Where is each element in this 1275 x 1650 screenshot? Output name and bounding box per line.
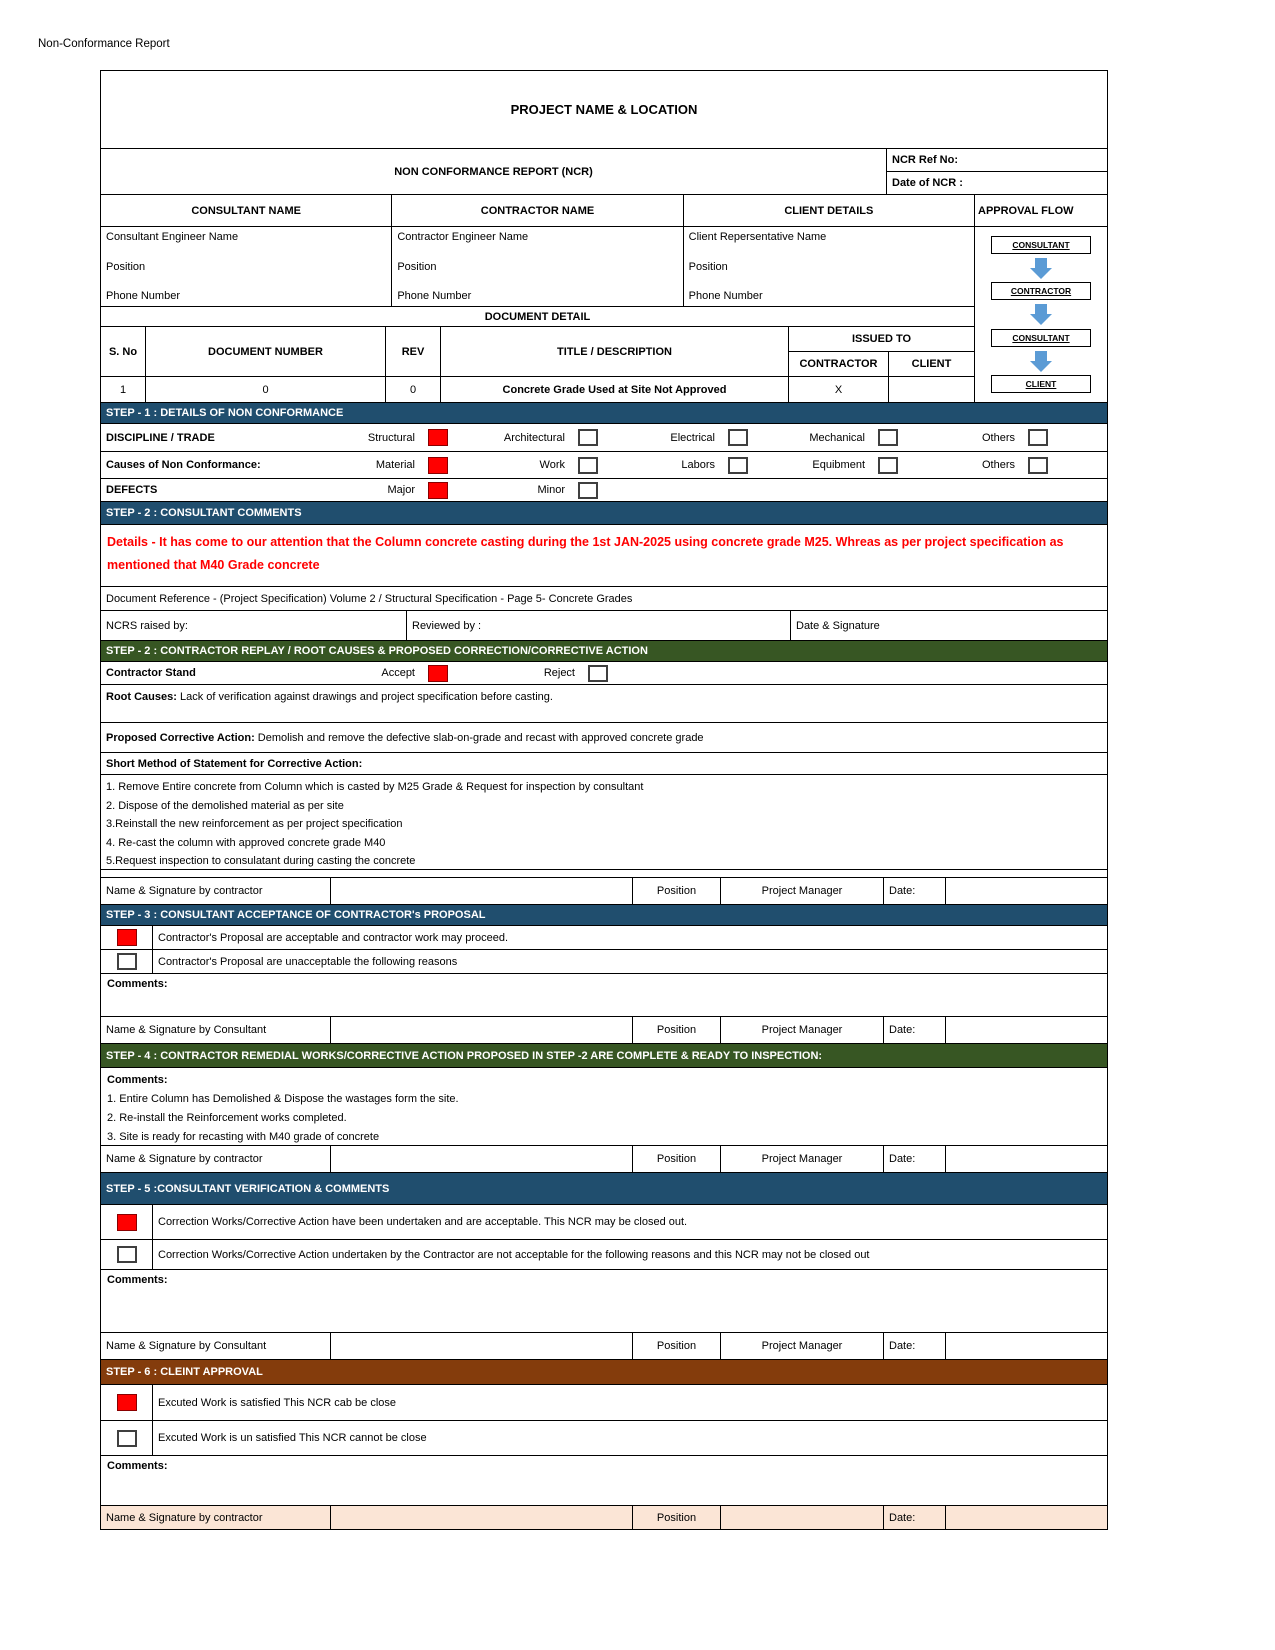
structural-checkbox[interactable] (428, 429, 448, 446)
root-causes-text: Lack of verification against drawings and project specification before casting. (179, 691, 553, 703)
step6-option-row-1 (101, 1385, 1107, 1421)
work-checkbox[interactable] (578, 457, 598, 474)
method-statement-block (101, 753, 1107, 870)
contractor-stand-label: Contractor Stand (106, 667, 196, 679)
signature-field[interactable] (331, 1017, 633, 1043)
work-unsatisfied-checkbox[interactable] (117, 1430, 137, 1447)
col-rev: REV (386, 327, 441, 376)
col-issued-to-group (789, 327, 974, 376)
step1-banner: STEP - 1 : DETAILS OF NON CONFORMANCE (101, 403, 1107, 424)
works-acceptable-label: Correction Works/Corrective Action have been undertaken and are acceptable. This NCR may be closed out. (158, 1216, 688, 1228)
step5-comments-area[interactable]: Comments: (107, 1274, 168, 1286)
step3-option-row-2 (101, 950, 1107, 974)
parties-detail-row (101, 227, 974, 307)
report-title-row (101, 149, 1107, 195)
reject-checkbox[interactable] (588, 665, 608, 682)
position-value: Project Manager (721, 878, 884, 904)
signature-row-contractor-step6 (101, 1506, 1107, 1529)
document-table-header (101, 327, 974, 377)
labors-label: Labors (681, 459, 715, 471)
electrical-label: Electrical (670, 431, 715, 444)
proposal-unacceptable-checkbox[interactable] (117, 953, 137, 970)
position-label: Position (633, 878, 721, 904)
step5-option-row-1 (101, 1205, 1107, 1240)
doc-rev: 0 (386, 377, 441, 402)
signature-name-label: Name & Signature by contractor (101, 1146, 331, 1172)
flow-box-consultant-2: CONSULTANT (991, 329, 1091, 347)
signature-row-consultant-step3 (101, 1017, 1107, 1044)
works-acceptable-checkbox[interactable] (117, 1214, 137, 1231)
project-title-row (101, 71, 1107, 149)
comment-line: 2. Re-install the Reinforcement works completed. (107, 1112, 347, 1124)
signature-row-contractor-step4 (101, 1146, 1107, 1173)
accept-label: Accept (381, 667, 415, 679)
method-statement-title: Short Method of Statement for Corrective Action: (101, 753, 1107, 775)
consultant-position[interactable]: Position (106, 260, 146, 273)
position-value: Project Manager (721, 1017, 884, 1043)
col-title-description: TITLE / DESCRIPTION (441, 327, 789, 376)
ncrs-raised-row (101, 611, 1107, 641)
mechanical-checkbox[interactable] (878, 429, 898, 446)
architectural-label: Architectural (503, 431, 565, 444)
ncr-form (100, 70, 1108, 1530)
contractor-details (392, 227, 683, 306)
date-label: Date: (884, 1017, 946, 1043)
col-sno: S. No (101, 327, 146, 376)
signature-name-label: Name & Signature by contractor (101, 1506, 331, 1529)
down-arrow-icon (1030, 258, 1052, 279)
causes-row (101, 452, 1107, 479)
signature-name-label: Name & Signature by Consultant (101, 1333, 331, 1359)
method-step: 3.Reinstall the new reinforcement as per project specification (106, 818, 403, 830)
architectural-checkbox[interactable] (578, 429, 598, 446)
document-detail-title: DOCUMENT DETAIL (484, 310, 591, 323)
doc-issued-client[interactable] (889, 377, 974, 402)
minor-label: Minor (537, 484, 565, 496)
consultant-details (101, 227, 392, 306)
date-field[interactable] (946, 1017, 1107, 1043)
signature-field[interactable] (331, 1146, 633, 1172)
work-label: Work (539, 459, 565, 471)
signature-name-label: Name & Signature by contractor (101, 878, 331, 904)
method-step: 2. Dispose of the demolished material as per site (106, 799, 344, 812)
client-phone[interactable]: Phone Number (688, 290, 763, 302)
step6-option-row-2 (101, 1421, 1107, 1456)
work-satisfied-checkbox[interactable] (117, 1394, 137, 1411)
flow-box-consultant-1: CONSULTANT (991, 236, 1091, 254)
contractor-name-header: CONTRACTOR NAME (392, 195, 683, 226)
position-value: Project Manager (721, 1333, 884, 1359)
root-causes-row (101, 685, 1107, 723)
proposal-acceptable-label: Contractor's Proposal are acceptable and contractor work may proceed. (158, 931, 508, 944)
causes-others-label: Others (981, 459, 1015, 471)
col-issued-to: ISSUED TO (789, 327, 974, 352)
proposed-action-text: Demolish and remove the defective slab-on-grade and recast with approved concrete grade (257, 731, 704, 744)
date-label: Date: (884, 1333, 946, 1359)
position-value: Project Manager (721, 1146, 884, 1172)
date-signature-label[interactable]: Date & Signature (796, 619, 880, 632)
step6-comments-area[interactable]: Comments: (107, 1460, 168, 1472)
position-label: Position (633, 1333, 721, 1359)
contractor-engineer-name[interactable]: Contractor Engineer Name (397, 231, 529, 243)
discipline-row (101, 424, 1107, 452)
equipment-checkbox[interactable] (878, 457, 898, 474)
spacer-row (101, 870, 1107, 878)
step6-comments-row (101, 1456, 1107, 1506)
document-table-row (101, 377, 974, 402)
major-label: Major (387, 484, 415, 496)
document-reference-row (101, 587, 1107, 611)
work-unsatisfied-label: Excuted Work is un satisfied This NCR cannot be close (158, 1432, 427, 1444)
consultant-details-row (101, 525, 1107, 587)
signature-field[interactable] (331, 1506, 633, 1529)
labors-checkbox[interactable] (728, 457, 748, 474)
step3-comments-area[interactable]: Comments: (107, 978, 168, 990)
doc-sno: 1 (101, 377, 146, 402)
approval-flow (974, 195, 1107, 402)
defects-label: DEFECTS (106, 484, 158, 496)
consultant-engineer-name[interactable]: Consultant Engineer Name (106, 231, 239, 243)
ncr-ref-block (887, 149, 1107, 194)
causes-label: Causes of Non Conformance: (106, 459, 261, 471)
accept-checkbox[interactable] (428, 665, 448, 682)
position-label: Position (633, 1017, 721, 1043)
mechanical-label: Mechanical (809, 431, 865, 444)
step5-banner: STEP - 5 :CONSULTANT VERIFICATION & COMMENTS (101, 1173, 1107, 1205)
discipline-others-checkbox[interactable] (1028, 429, 1048, 446)
consultant-comment-details: Details - It has come to our attention that the Column concrete casting during the 1st JAN-2025 using concrete grade M25. Whreas as per project specification as mentioned that M40 Grade concrete (107, 535, 1064, 573)
consultant-phone[interactable]: Phone Number (106, 290, 180, 302)
material-label: Material (375, 459, 415, 471)
causes-others-checkbox[interactable] (1028, 457, 1048, 474)
method-step: 5.Request inspection to consulatant during casting the concrete (106, 855, 416, 867)
project-title: PROJECT NAME & LOCATION (510, 102, 698, 117)
flow-box-client: CLIENT (991, 375, 1091, 393)
step2-consultant-banner: STEP - 2 : CONSULTANT COMMENTS (101, 502, 1107, 525)
signature-row-contractor-step2 (101, 878, 1107, 905)
step2-contractor-banner: STEP - 2 : CONTRACTOR REPLAY / ROOT CAUSES & PROPOSED CORRECTION/CORRECTIVE ACTION (101, 641, 1107, 662)
proposed-action-label: Proposed Corrective Action: (106, 731, 255, 744)
structural-label: Structural (367, 431, 415, 444)
step5-comments-row (101, 1270, 1107, 1333)
client-details-header: CLIENT DETAILS (784, 204, 874, 217)
parties-header-row (101, 195, 974, 227)
date-field[interactable] (946, 1333, 1107, 1359)
method-step: 1. Remove Entire concrete from Column which is casted by M25 Grade & Request for inspection by consultant (106, 781, 644, 793)
ncrs-raised-by-label[interactable]: NCRS raised by: (101, 611, 407, 640)
report-title: NON CONFORMANCE REPORT (NCR) (101, 149, 887, 194)
contractor-stand-row (101, 662, 1107, 685)
step4-comments-block (101, 1068, 1107, 1146)
signature-name-label: Name & Signature by Consultant (101, 1017, 331, 1043)
client-representative-name[interactable]: Client Repersentative Name (688, 231, 827, 243)
col-document-number: DOCUMENT NUMBER (146, 327, 386, 376)
comments-label: Comments: (107, 1074, 168, 1086)
step4-comments-area[interactable] (101, 1068, 1107, 1145)
down-arrow-icon (1030, 304, 1052, 325)
parties-and-documents (101, 195, 1107, 403)
doc-title: Concrete Grade Used at Site Not Approved (441, 377, 789, 402)
position-label: Position (633, 1146, 721, 1172)
step4-banner: STEP - 4 : CONTRACTOR REMEDIAL WORKS/CORRECTIVE ACTION PROPOSED IN STEP -2 ARE COMPLETE & READY TO INSPECTION: (101, 1044, 1107, 1068)
signature-row-consultant-step5 (101, 1333, 1107, 1360)
step6-banner: STEP - 6 : CLEINT APPROVAL (101, 1360, 1107, 1385)
document-detail-title-row (101, 307, 974, 327)
document-reference: Document Reference - (Project Specification) Volume 2 / Structural Specification - Page 5- Concrete Grades (106, 592, 633, 605)
discipline-others-label: Others (981, 431, 1015, 444)
step5-option-row-2 (101, 1240, 1107, 1270)
step3-banner: STEP - 3 : CONSULTANT ACCEPTANCE OF CONTRACTOR's PROPOSAL (101, 905, 1107, 926)
step3-option-row-1 (101, 926, 1107, 950)
discipline-label: DISCIPLINE / TRADE (106, 431, 215, 444)
date-field[interactable] (946, 1506, 1107, 1529)
works-not-acceptable-label: Correction Works/Corrective Action undertaken by the Contractor are not acceptable for the following reasons and this NCR may not be closed out (158, 1248, 870, 1261)
approval-flow-header: APPROVAL FLOW (975, 195, 1107, 227)
col-issued-client: CLIENT (911, 358, 952, 370)
page-title: Non-Conformance Report (38, 38, 170, 50)
signature-field[interactable] (331, 878, 633, 904)
position-label: Position (633, 1506, 721, 1529)
electrical-checkbox[interactable] (728, 429, 748, 446)
signature-field[interactable] (331, 1333, 633, 1359)
method-step: 4. Re-cast the column with approved concrete grade M40 (106, 836, 386, 849)
col-issued-contractor: CONTRACTOR (789, 352, 889, 376)
flow-box-contractor: CONTRACTOR (991, 282, 1091, 300)
doc-issued-contractor: X (789, 377, 889, 402)
step3-comments-row (101, 974, 1107, 1017)
major-checkbox[interactable] (428, 482, 448, 499)
client-position[interactable]: Position (688, 260, 728, 273)
consultant-name-header: CONSULTANT NAME (101, 195, 392, 226)
position-value (721, 1506, 884, 1529)
reject-label: Reject (543, 667, 575, 679)
method-statement-steps (101, 775, 1107, 874)
proposal-acceptable-checkbox[interactable] (117, 929, 137, 946)
date-label: Date: (884, 1506, 946, 1529)
comment-line: 1. Entire Column has Demolished & Dispose the wastages form the site. (107, 1093, 459, 1105)
reviewed-by-label[interactable]: Reviewed by : (407, 611, 791, 640)
doc-number: 0 (146, 377, 386, 402)
material-checkbox[interactable] (428, 457, 448, 474)
ncr-ref-label[interactable]: NCR Ref No: (887, 149, 1107, 172)
root-causes-label: Root Causes: (106, 691, 177, 703)
date-label: Date: (884, 878, 946, 904)
date-field[interactable] (946, 878, 1107, 904)
minor-checkbox[interactable] (578, 482, 598, 499)
ncr-date-label[interactable]: Date of NCR : (892, 177, 963, 189)
date-field[interactable] (946, 1146, 1107, 1172)
client-details (684, 227, 974, 306)
contractor-position[interactable]: Position (397, 260, 437, 273)
works-not-acceptable-checkbox[interactable] (117, 1246, 137, 1263)
defects-row (101, 479, 1107, 502)
contractor-phone[interactable]: Phone Number (397, 290, 472, 302)
date-label: Date: (884, 1146, 946, 1172)
proposal-unacceptable-label: Contractor's Proposal are unacceptable the following reasons (158, 955, 458, 968)
comment-line: 3. Site is ready for recasting with M40 grade of concrete (107, 1131, 380, 1143)
down-arrow-icon (1030, 351, 1052, 372)
equipment-label: Equibment (812, 459, 865, 471)
work-satisfied-label: Excuted Work is satisfied This NCR cab be close (158, 1396, 397, 1409)
proposed-action-row (101, 723, 1107, 753)
